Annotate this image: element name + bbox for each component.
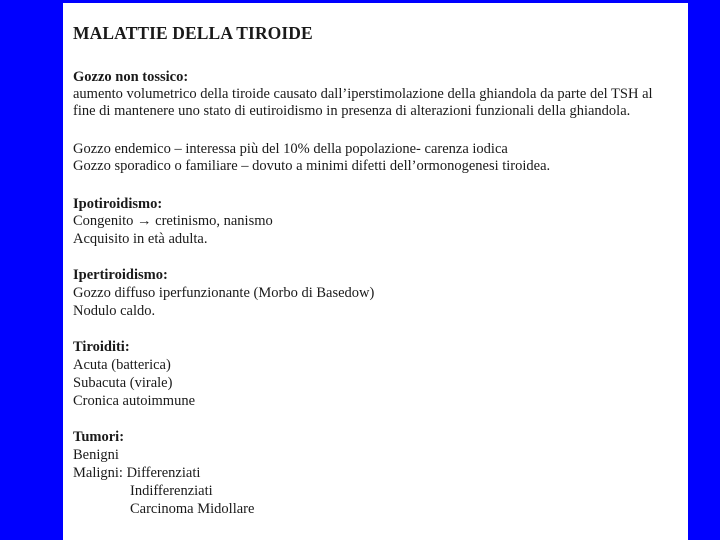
ipotiroidismo-item: Acquisito in età adulta. <box>73 231 208 247</box>
gozzo-endemico: Gozzo endemico – interessa più del 10% della popolazione- carenza iodica <box>73 141 508 157</box>
ipertiroidismo-item: Gozzo diffuso iperfunzionante (Morbo di Basedow) <box>73 285 375 301</box>
gozzo-description-line-2: fine di mantenere uno stato di eutiroidismo in presenza di alterazioni funzionali della ghiandola. <box>73 103 631 119</box>
page-title: MALATTIE DELLA TIROIDE <box>73 23 313 43</box>
section-heading-tumori: Tumori: <box>73 429 125 445</box>
section-heading-tiroiditi: Tiroiditi: <box>73 339 130 355</box>
section-heading-ipertiroidismo: Ipertiroidismo: <box>73 267 168 283</box>
ipotiroidismo-item: Congenito → cretinismo, nanismo <box>73 213 273 229</box>
gozzo-description-line-1: aumento volumetrico della tiroide causato dall’iperstimolazione della ghiandola da parte del TSH al <box>73 86 653 102</box>
tiroiditi-item: Subacuta (virale) <box>73 375 173 391</box>
tumori-maligni: Maligni: Differenziati <box>73 465 201 481</box>
document-page <box>63 3 688 540</box>
tumori-indifferenziati: Indifferenziati <box>130 483 213 499</box>
section-heading-gozzo: Gozzo non tossico: <box>73 69 189 85</box>
section-heading-ipotiroidismo: Ipotiroidismo: <box>73 196 163 212</box>
tiroiditi-item: Cronica autoimmune <box>73 393 196 409</box>
tumori-carcinoma-midollare: Carcinoma Midollare <box>130 501 255 517</box>
gozzo-sporadico: Gozzo sporadico o familiare – dovuto a minimi difetti dell’ormonogenesi tiroidea. <box>73 158 551 174</box>
tumori-benigni: Benigni <box>73 447 119 463</box>
tiroiditi-item: Acuta (batterica) <box>73 357 171 373</box>
ipertiroidismo-item: Nodulo caldo. <box>73 303 156 319</box>
